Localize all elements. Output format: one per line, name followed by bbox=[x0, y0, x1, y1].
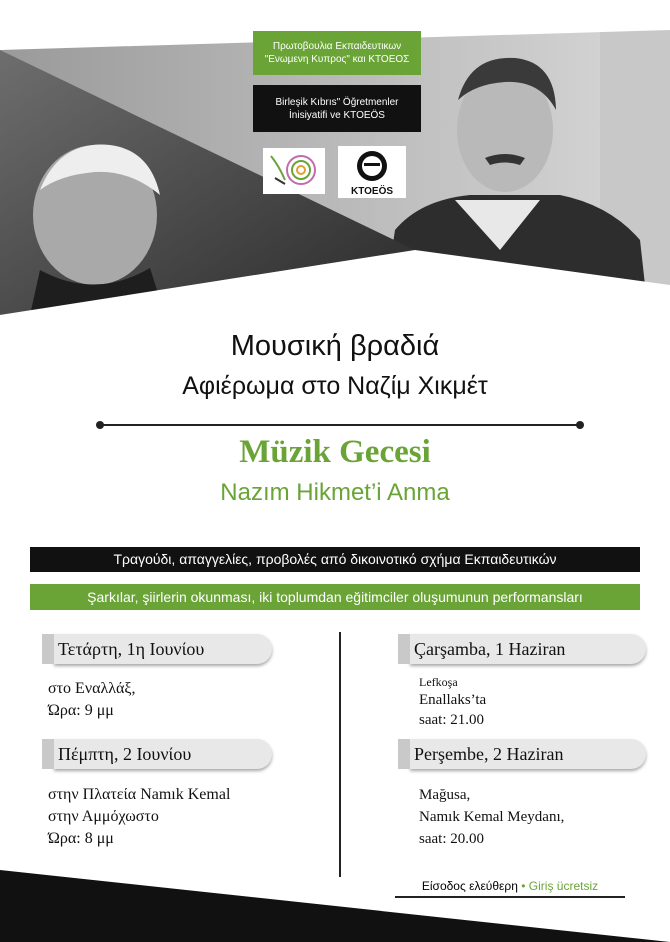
greek-event2-details bbox=[48, 784, 230, 850]
turkish-event2-date-tab bbox=[410, 739, 646, 769]
tab-cap bbox=[398, 739, 410, 769]
turkish-organizer-badge bbox=[253, 85, 421, 132]
turkish-event1-venue: Enallaks’ta bbox=[419, 692, 487, 708]
turkish-event2-city: Mağusa, bbox=[419, 787, 471, 803]
turkish-title: Müzik Gecesi bbox=[239, 434, 431, 470]
greek-program-banner: Τραγούδι, απαγγελίες, προβολές από δικοινοτικό σχήμα Εκπαιδευτικών bbox=[30, 547, 640, 572]
turkish-event1-city: Lefkoşa bbox=[419, 675, 458, 689]
greek-event1-details bbox=[48, 678, 135, 722]
turkish-program-banner: Şarkılar, şiirlerin okunması, iki toplumdan eğitimciler oluşumunun performansları bbox=[30, 584, 640, 610]
greek-event2-date-tab bbox=[54, 739, 272, 769]
divider-dot-right bbox=[576, 421, 584, 429]
free-entry-turkish: Giriş ücretsiz bbox=[528, 879, 599, 893]
greek-org-line1: Πρωτοβουλια Εκπαιδευτικων bbox=[272, 41, 402, 52]
greek-event2-time: Ώρα: 8 μμ bbox=[48, 830, 114, 847]
turkish-event1-details bbox=[419, 674, 486, 730]
free-entry-note bbox=[395, 876, 625, 898]
greek-organizer-badge bbox=[253, 31, 421, 75]
turkish-event2-venue: Namık Kemal Meydanı, bbox=[419, 809, 565, 825]
greek-event2-city: στην Αμμόχωστο bbox=[48, 808, 159, 825]
free-entry-separator: • bbox=[521, 879, 526, 893]
turkish-org-line2: İnisiyatifi ve KTOEÖS bbox=[289, 109, 385, 121]
turkish-event1-date-tab bbox=[410, 634, 646, 664]
turkish-event1-date: Çarşamba, 1 Haziran bbox=[414, 639, 566, 659]
divider-dot-left bbox=[96, 421, 104, 429]
tab-cap bbox=[42, 634, 54, 664]
column-divider bbox=[339, 632, 341, 877]
turkish-event2-details bbox=[419, 784, 564, 850]
greek-subtitle: Αφιέρωμα στο Ναζίμ Χικμέτ bbox=[182, 372, 488, 400]
turkish-org-line1: Birleşik Kıbrıs" Öğretmenler bbox=[275, 96, 399, 108]
turkish-event2-date: Perşembe, 2 Haziran bbox=[414, 744, 564, 764]
greek-event1-date: Τετάρτη, 1η Ιουνίου bbox=[58, 639, 205, 659]
greek-event1-date-tab bbox=[54, 634, 272, 664]
greek-org-line2: "Ενωμενη Κυπρος" και ΚΤΟΕΟΣ bbox=[264, 54, 410, 65]
tab-cap bbox=[42, 739, 54, 769]
greek-event2-venue: στην Πλατεία Namık Kemal bbox=[48, 786, 231, 803]
free-entry-greek: Είσοδος ελεύθερη bbox=[421, 879, 518, 893]
tab-cap bbox=[398, 634, 410, 664]
ktoeos-logo-text: KTOEÖS bbox=[350, 186, 394, 197]
turkish-subtitle: Nazım Hikmet’i Anma bbox=[220, 479, 450, 506]
greek-title: Μουσική βραδιά bbox=[230, 330, 440, 362]
greek-event2-date: Πέμπτη, 2 Ιουνίου bbox=[58, 744, 192, 764]
title-divider bbox=[100, 424, 580, 426]
greek-event1-venue: στο Εναλλάξ, bbox=[48, 680, 136, 697]
turkish-event1-time: saat: 21.00 bbox=[419, 712, 484, 728]
initiative-logo bbox=[263, 148, 325, 194]
greek-event1-time: Ώρα: 9 μμ bbox=[48, 702, 114, 719]
turkish-event2-time: saat: 20.00 bbox=[419, 831, 484, 847]
ktoeos-logo bbox=[338, 146, 406, 198]
